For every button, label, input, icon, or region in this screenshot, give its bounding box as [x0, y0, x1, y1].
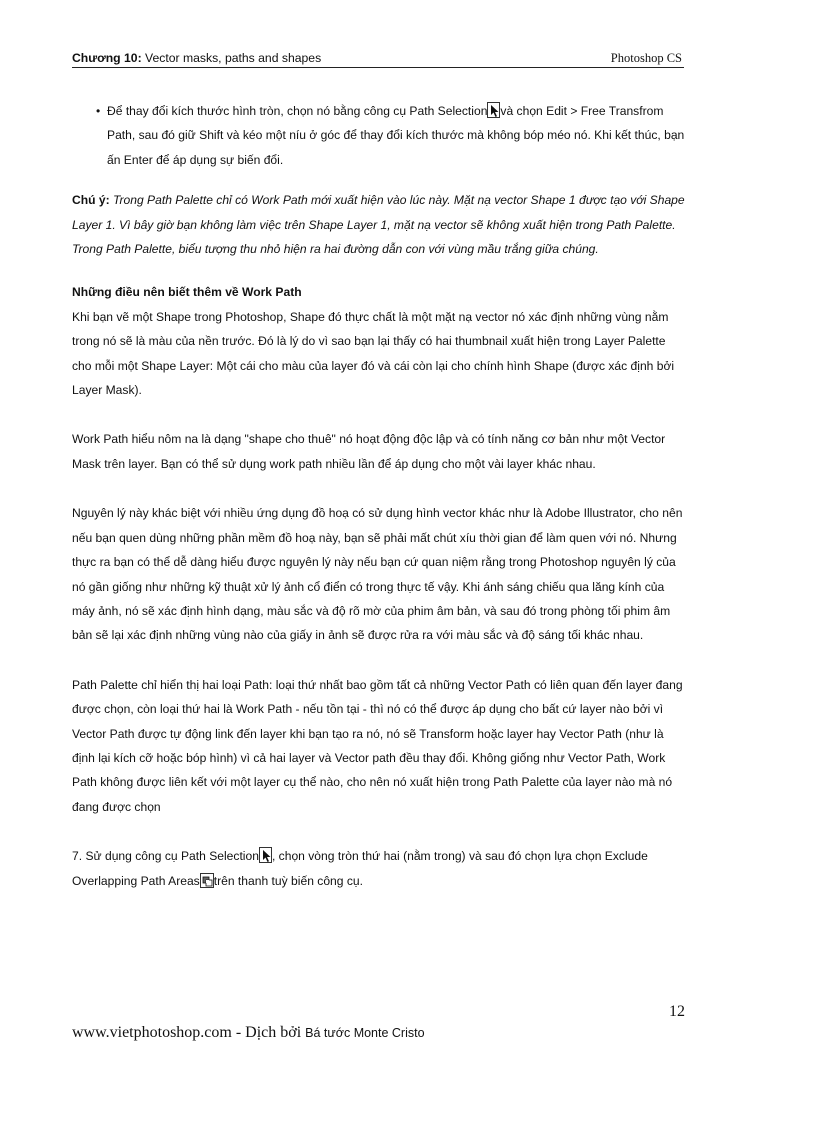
chapter-title: Vector masks, paths and shapes: [141, 51, 322, 65]
page-header: [72, 51, 684, 68]
page-number: 12: [669, 1003, 685, 1020]
page-content: [72, 99, 688, 893]
book-title: Photoshop CS: [610, 51, 682, 65]
step-7-text-1: 7. Sử dụng công cụ Path Selection: [72, 849, 259, 864]
note-paragraph: [72, 188, 688, 261]
step-7-text-2: , chọn vòng tròn thứ hai (nằm trong) và sau đó chọn lựa chọn Exclude Overlapping Path Areas: [72, 849, 648, 888]
footer-credit: Bá tước Monte Cristo: [305, 1026, 425, 1040]
footer-site: www.vietphotoshop.com - Dịch bởi: [72, 1024, 306, 1041]
path-selection-tool-icon: [487, 102, 500, 118]
chapter-label: Chương 10:: [72, 51, 142, 65]
note-text: Trong Path Palette chỉ có Work Path mới xuất hiện vào lúc này. Mặt nạ vector Shape 1 được tạo với Shape Layer 1. Vì bây giờ bạn không làm việc trên Shape Layer 1, mặt nạ vector sẽ không xuất hiện trong Path Palette. Trong Path Palette, biểu tượng thu nhỏ hiện ra hai đường dẫn con với vùng mầu trắng giữa chúng.: [72, 193, 685, 257]
bullet-text-1: Để thay đổi kích thước hình tròn, chọn nó bằng công cụ Path Selection: [107, 104, 488, 118]
step-7: [72, 844, 688, 893]
paragraph-1: Khi bạn vẽ một Shape trong Photoshop, Shape đó thực chất là một mặt nạ vector nó xác định những vùng nằm trong nó sẽ là màu của nền trước. Đó là lý do vì sao bạn lại thấy có hai thumbnail xuất hiện trong Layer Palette cho mỗi một Shape Layer: Một cái cho màu của layer đó và cái còn lại cho chính hình Shape (được xác định bởi Layer Mask).: [72, 309, 675, 398]
paragraph-2: Work Path hiểu nôm na là dạng "shape cho thuê" nó hoạt động độc lập và có tính năng cơ bản như một Vector Mask trên layer. Bạn có thể sử dụng work path nhiều lần để áp dụng cho một vài layer khác nhau.: [72, 432, 666, 471]
chapter-heading: [72, 51, 321, 65]
paragraph-4: Path Palette chỉ hiển thị hai loại Path: loại thứ nhất bao gồm tất cả những Vector Path có liên quan đến layer đang được chọn, còn loại thứ hai là Work Path - nếu tồn tại - thì nó có thể được áp dụng cho bất cứ layer nào bởi vì Vector Path được tự động link đến layer khi bạn tạo ra nó, nó sẽ Transform hoặc layer hay Vector Path (như là định lại kích cỡ hoặc bóp hình) vì cả hai layer và Vector path đều thay đổi. Không giống như Vector Path, Work Path không được liên kết với một layer cụ thể nào, cho nên nó xuất hiện trong Path Palette của layer nào mà nó đang được chọn: [72, 677, 683, 814]
bullet-text-2: và chọn Edit > Free Transfrom Path, sau đó giữ Shift và kéo một níu ở góc để thay đổi kích thước mà không bóp méo nó. Khi kết thúc, bạn ấn Enter để áp dụng sự biến đổi.: [107, 104, 685, 167]
exclude-overlapping-icon: [200, 873, 214, 888]
page-footer: [72, 1024, 425, 1042]
section-heading: Những điều nên biết thêm về Work Path: [72, 285, 302, 300]
step-7-text-3: trên thanh tuỳ biến công cụ.: [213, 873, 363, 888]
note-label: Chú ý:: [72, 193, 110, 208]
bullet-dot: •: [96, 104, 101, 118]
path-selection-tool-icon: [259, 847, 272, 863]
bullet-item: [72, 99, 688, 172]
paragraph-3: Nguyên lý này khác biệt với nhiều ứng dụng đồ hoạ có sử dụng hình vector khác như là Adobe Illustrator, cho nên nếu bạn quen dùng những phần mềm đồ hoạ này, bạn sẽ phải mất chút xíu thời gian để làm quen với nó. Nhưng thực ra bạn có thể dễ dàng hiểu được nguyên lý này nếu bạn cứ quan niệm rằng trong Photoshop nguyên lý của nó gần giống như những kỹ thuật xử lý ảnh cổ điển có trong thực tế vậy. Khi ánh sáng chiếu qua lăng kính của máy ảnh, nó sẽ xác định hình dạng, màu sắc và độ rõ mờ của phim âm bản, và sau đó trong phòng tối phim âm bản sẽ lại xác định những vùng nào của giấy in ảnh sẽ được rửa ra với màu sắc và độ sáng tối khác nhau.: [72, 506, 683, 643]
